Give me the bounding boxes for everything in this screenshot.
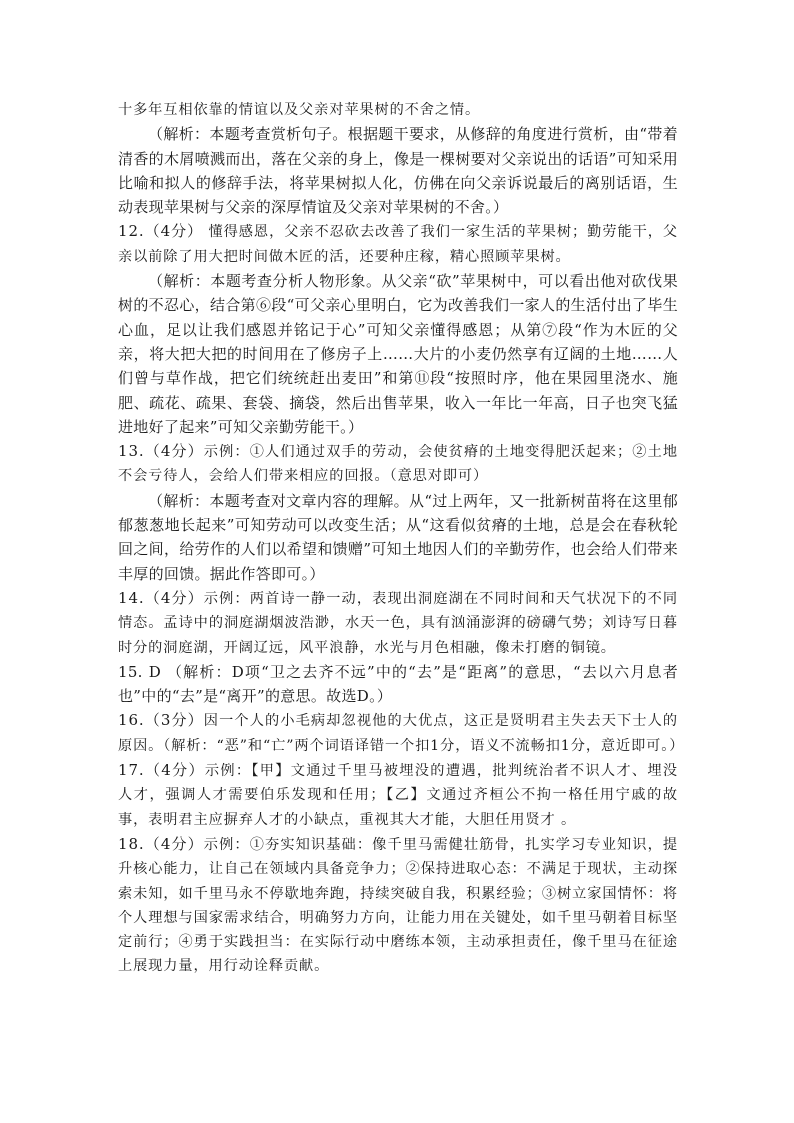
answer-text: 示例：①人们通过双手的劳动，会使贫瘠的土地变得肥沃起来；②土地不会亏待人，会给人们带来相应的回报。（意思对即可） — [118, 444, 678, 485]
answer-text: 因一个人的小毛病却忽视他的大优点，这正是贤明君主失去天下士人的原因。（解析：“恶”和“亡”两个词语译错一个扣1分，语义不流畅扣1分，意近即可。） — [118, 713, 685, 754]
question-number: 18. — [118, 834, 145, 853]
analysis-paragraph: （解析：本题考查赏析句子。根据题干要求，从修辞的角度进行赏析，由“带着清香的木屑喷溅而出，落在父亲的身上，像是一棵树要对父亲说出的话语”可知采用比喻和拟人的修辞手法，将苹果树拟人化，仿佛在向父亲诉说最后的离别话语，生动表现苹果树与父亲的深厚情谊及父亲对苹果树的不舍。） — [118, 125, 678, 217]
answer-continuation: 十多年互相依靠的情谊以及父亲对苹果树的不舍之情。 — [118, 102, 481, 118]
answer-text: 懂得感恩，父亲不忍砍去改善了我们一家生活的苹果树；勤劳能干，父亲以前除了用大把时间做木匠的活，还要种庄稼，精心照顾苹果树。 — [118, 224, 678, 265]
answer-item-13 — [118, 439, 678, 489]
question-number: 15. — [118, 662, 143, 681]
answer-item-17 — [118, 758, 678, 832]
answer-item-15 — [118, 660, 678, 709]
answer-item-16 — [118, 708, 685, 758]
question-number: 14. — [118, 588, 145, 607]
score-label: （3分） — [144, 711, 204, 730]
answer-text: D （解析：D项“卫之去齐不远”中的“去”是“距离”的意思，“去以六月息者也”中的“去”是“离开”的意思。故选D。） — [118, 662, 678, 706]
question-number: 16. — [118, 711, 145, 730]
answer-item-12 — [118, 219, 678, 269]
answer-text: 示例：两首诗一静一动，表现出洞庭湖在不同时间和天气状况下的不同情态。孟诗中的洞庭湖烟波浩渺，水天一色，具有汹涌澎湃的磅礴气势；刘诗写日暮时分的洞庭湖，开阔辽远，风平浪静，水光与月色相融，像未打磨的铜镜。 — [118, 590, 678, 656]
analysis-paragraph: （解析：本题考查分析人物形象。从父亲“砍”苹果树中，可以看出他对砍伐果树的不忍心，结合第⑥段“可父亲心里明白，它为改善我们一家人的生活付出了毕生心血，足以让我们感恩并铭记于心”可知父亲懂得感恩；从第⑦段“作为木匠的父亲，将大把大把的时间用在了修房子上……大片的小麦仍然享有辽阔的土地……人们曾与草作战，把它们统统赶出麦田”和第⑪段“按照时序，他在果园里浇水、施肥、疏花、疏果、套袋、摘袋，然后出售苹果，收入一年比一年高，日子也突飞猛进地好了起来”可知父亲勤劳能干。） — [118, 272, 678, 436]
score-label: （4分） — [144, 834, 204, 853]
score-label: （4分） — [144, 222, 204, 241]
score-label: （4分） — [144, 442, 204, 461]
answer-text: 示例：①夯实知识基础：像千里马需健壮筋骨，扎实学习专业知识，提升核心能力，让自己在领域内具备竞争力；②保持进取心态：不满足于现状，主动探索未知，如千里马永不停歇地奔跑，持续突破自我，积累经验；③树立家国情怀：将个人理想与国家需求结合，明确努力方向，让能力用在关键处，如千里马朝着目标坚定前行；④勇于实践担当：在实际行动中磨练本领，主动承担责任，像千里马在征途上展现力量，用行动诠释贡献。 — [118, 836, 678, 975]
question-number: 17. — [118, 761, 145, 780]
answer-item-18 — [118, 832, 678, 979]
answer-item-14 — [118, 586, 678, 660]
score-label: （4分） — [144, 588, 204, 607]
score-label: （4分） — [144, 761, 205, 780]
answer-content — [118, 98, 685, 979]
analysis-paragraph: （解析：本题考查对文章内容的理解。从“过上两年，又一批新树苗将在这里郁郁葱葱地长起来”可知劳动可以改变生活；从“这看似贫瘠的土地，总是会在春秋轮回之间，给劳作的人们以希望和馈赠”可知土地因人们的辛勤劳作，也会给人们带来丰厚的回馈。据此作答即可。） — [118, 491, 678, 583]
answer-text: 示例：【甲】文通过千里马被埋没的遭遇，批判统治者不识人才、埋没人才，强调人才需要伯乐发现和任用；【乙】文通过齐桓公不拘一格任用宁戚的故事，表明君主应摒弃人才的小缺点，重视其大才能，大胆任用贤才 。 — [118, 763, 678, 828]
question-number: 12. — [118, 222, 145, 241]
question-number: 13. — [118, 442, 145, 461]
